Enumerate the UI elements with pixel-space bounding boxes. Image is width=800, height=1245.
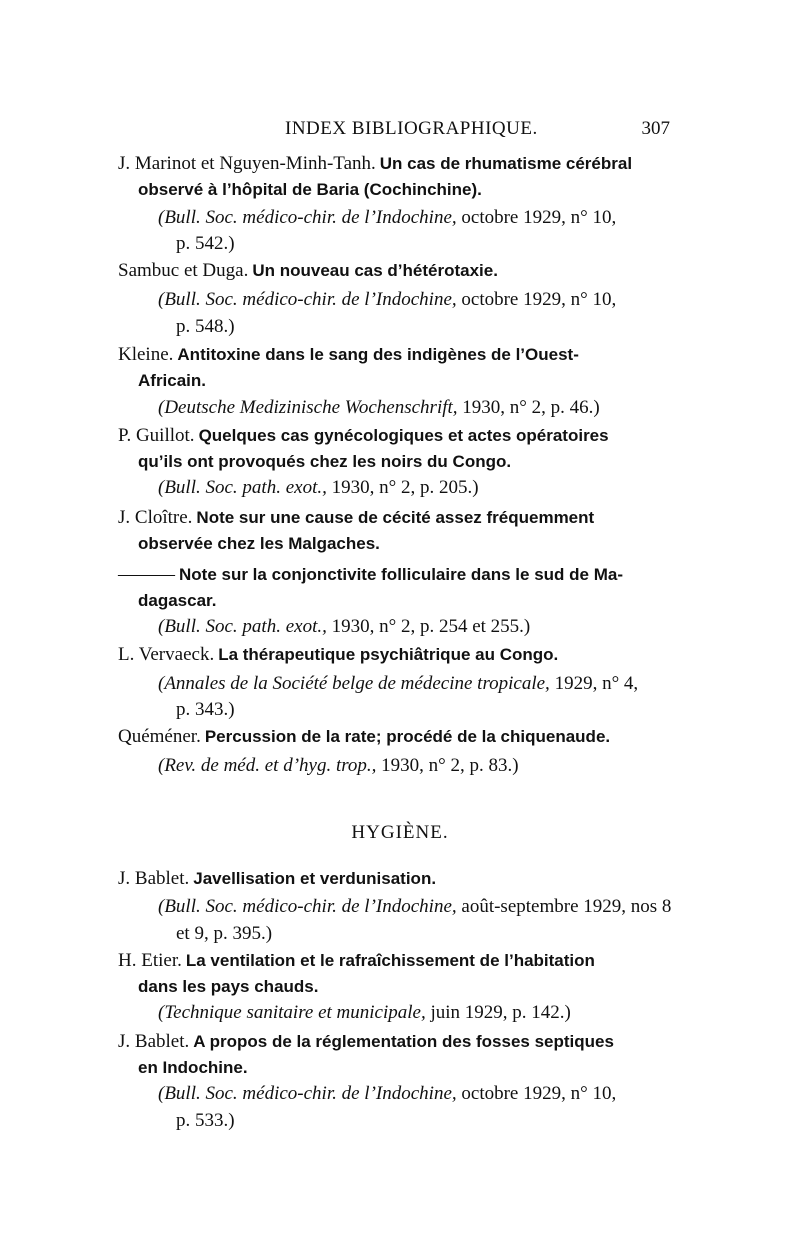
entry-reference-continued: p. 533.) bbox=[176, 1110, 235, 1131]
entry-title-continued: observée chez les Malgaches. bbox=[138, 534, 380, 553]
entry-title: Percussion de la rate; procédé de la chiquenaude. bbox=[204, 727, 611, 746]
page-number: 307 bbox=[641, 118, 670, 139]
entry-reference-continued: p. 548.) bbox=[176, 316, 235, 337]
entry-reference: (Technique sanitaire et municipale, juin 1929, p. 142.) bbox=[158, 1002, 571, 1023]
entry-reference: (Annales de la Société belge de médecine tropicale, 1929, n° 4, bbox=[158, 673, 639, 694]
entry-title-continued: dans les pays chauds. bbox=[138, 977, 319, 996]
entry-title-continued: en Indochine. bbox=[138, 1058, 248, 1077]
entry-author: J. Bablet. bbox=[118, 1031, 190, 1052]
entry-reference: (Bull. Soc. path. exot., 1930, n° 2, p. 254 et 255.) bbox=[158, 616, 531, 637]
entry-title: Note sur une cause de cécité assez fréquemment bbox=[196, 508, 595, 527]
page-header bbox=[0, 118, 800, 148]
entry-title: Antitoxine dans le sang des indigènes de l’Ouest- bbox=[177, 345, 579, 364]
entry-reference: (Bull. Soc. médico-chir. de l’Indochine, octobre 1929, n° 10, bbox=[158, 289, 617, 310]
entry-reference: (Bull. Soc. médico-chir. de l’Indochine, août-septembre 1929, nos 8 bbox=[158, 896, 672, 917]
entry-title: A propos de la réglementation des fosses septiques bbox=[193, 1032, 614, 1051]
entry-reference-continued: et 9, p. 395.) bbox=[176, 923, 273, 944]
entry-title-continued: dagascar. bbox=[138, 591, 217, 610]
entry-author: L. Vervaeck. bbox=[118, 644, 215, 665]
entry-author: Kleine. bbox=[118, 344, 174, 365]
entry-title: Un nouveau cas d’hétérotaxie. bbox=[252, 261, 498, 280]
entry-author: P. Guillot. bbox=[118, 425, 195, 446]
entry-author: H. Etier. bbox=[118, 950, 182, 971]
entry-reference: (Bull. Soc. médico-chir. de l’Indochine, octobre 1929, n° 10, bbox=[158, 1083, 617, 1104]
entry-reference: (Rev. de méd. et d’hyg. trop., 1930, n° 2, p. 83.) bbox=[158, 755, 519, 776]
entry-title: La ventilation et le rafraîchissement de l’habitation bbox=[185, 951, 595, 970]
entry-author-repeat-dash: ——— bbox=[118, 564, 175, 585]
entry-title: Quelques cas gynécologiques et actes opératoires bbox=[198, 426, 609, 445]
entry-reference-continued: p. 542.) bbox=[176, 233, 235, 254]
entry-reference: (Bull. Soc. médico-chir. de l’Indochine, octobre 1929, n° 10, bbox=[158, 207, 617, 228]
entry-author: Quéméner. bbox=[118, 726, 201, 747]
section-heading: HYGIÈNE. bbox=[351, 822, 449, 843]
entry-author: J. Marinot et Nguyen-Minh-Tanh. bbox=[118, 153, 376, 174]
entry-title: La thérapeutique psychiâtrique au Congo. bbox=[218, 645, 559, 664]
entry-reference: (Deutsche Medizinische Wochenschrift, 1930, n° 2, p. 46.) bbox=[158, 397, 600, 418]
entry-title: Un cas de rhumatisme cérébral bbox=[379, 154, 633, 173]
entry-author: J. Bablet. bbox=[118, 868, 190, 889]
running-title: INDEX BIBLIOGRAPHIQUE. bbox=[285, 118, 538, 139]
entry-title-continued: qu’ils ont provoqués chez les noirs du Congo. bbox=[138, 452, 512, 471]
entry-reference-continued: p. 343.) bbox=[176, 699, 235, 720]
entry-title-continued: observé à l’hôpital de Baria (Cochinchine). bbox=[138, 180, 482, 199]
entry-reference: (Bull. Soc. path. exot., 1930, n° 2, p. 205.) bbox=[158, 477, 479, 498]
entry-author: J. Cloître. bbox=[118, 507, 193, 528]
entry-title: Note sur la conjonctivite folliculaire dans le sud de Ma- bbox=[179, 565, 623, 584]
entry-title: Javellisation et verdunisation. bbox=[193, 869, 437, 888]
entry-author: Sambuc et Duga. bbox=[118, 260, 249, 281]
entry-title-continued: Africain. bbox=[138, 371, 207, 390]
